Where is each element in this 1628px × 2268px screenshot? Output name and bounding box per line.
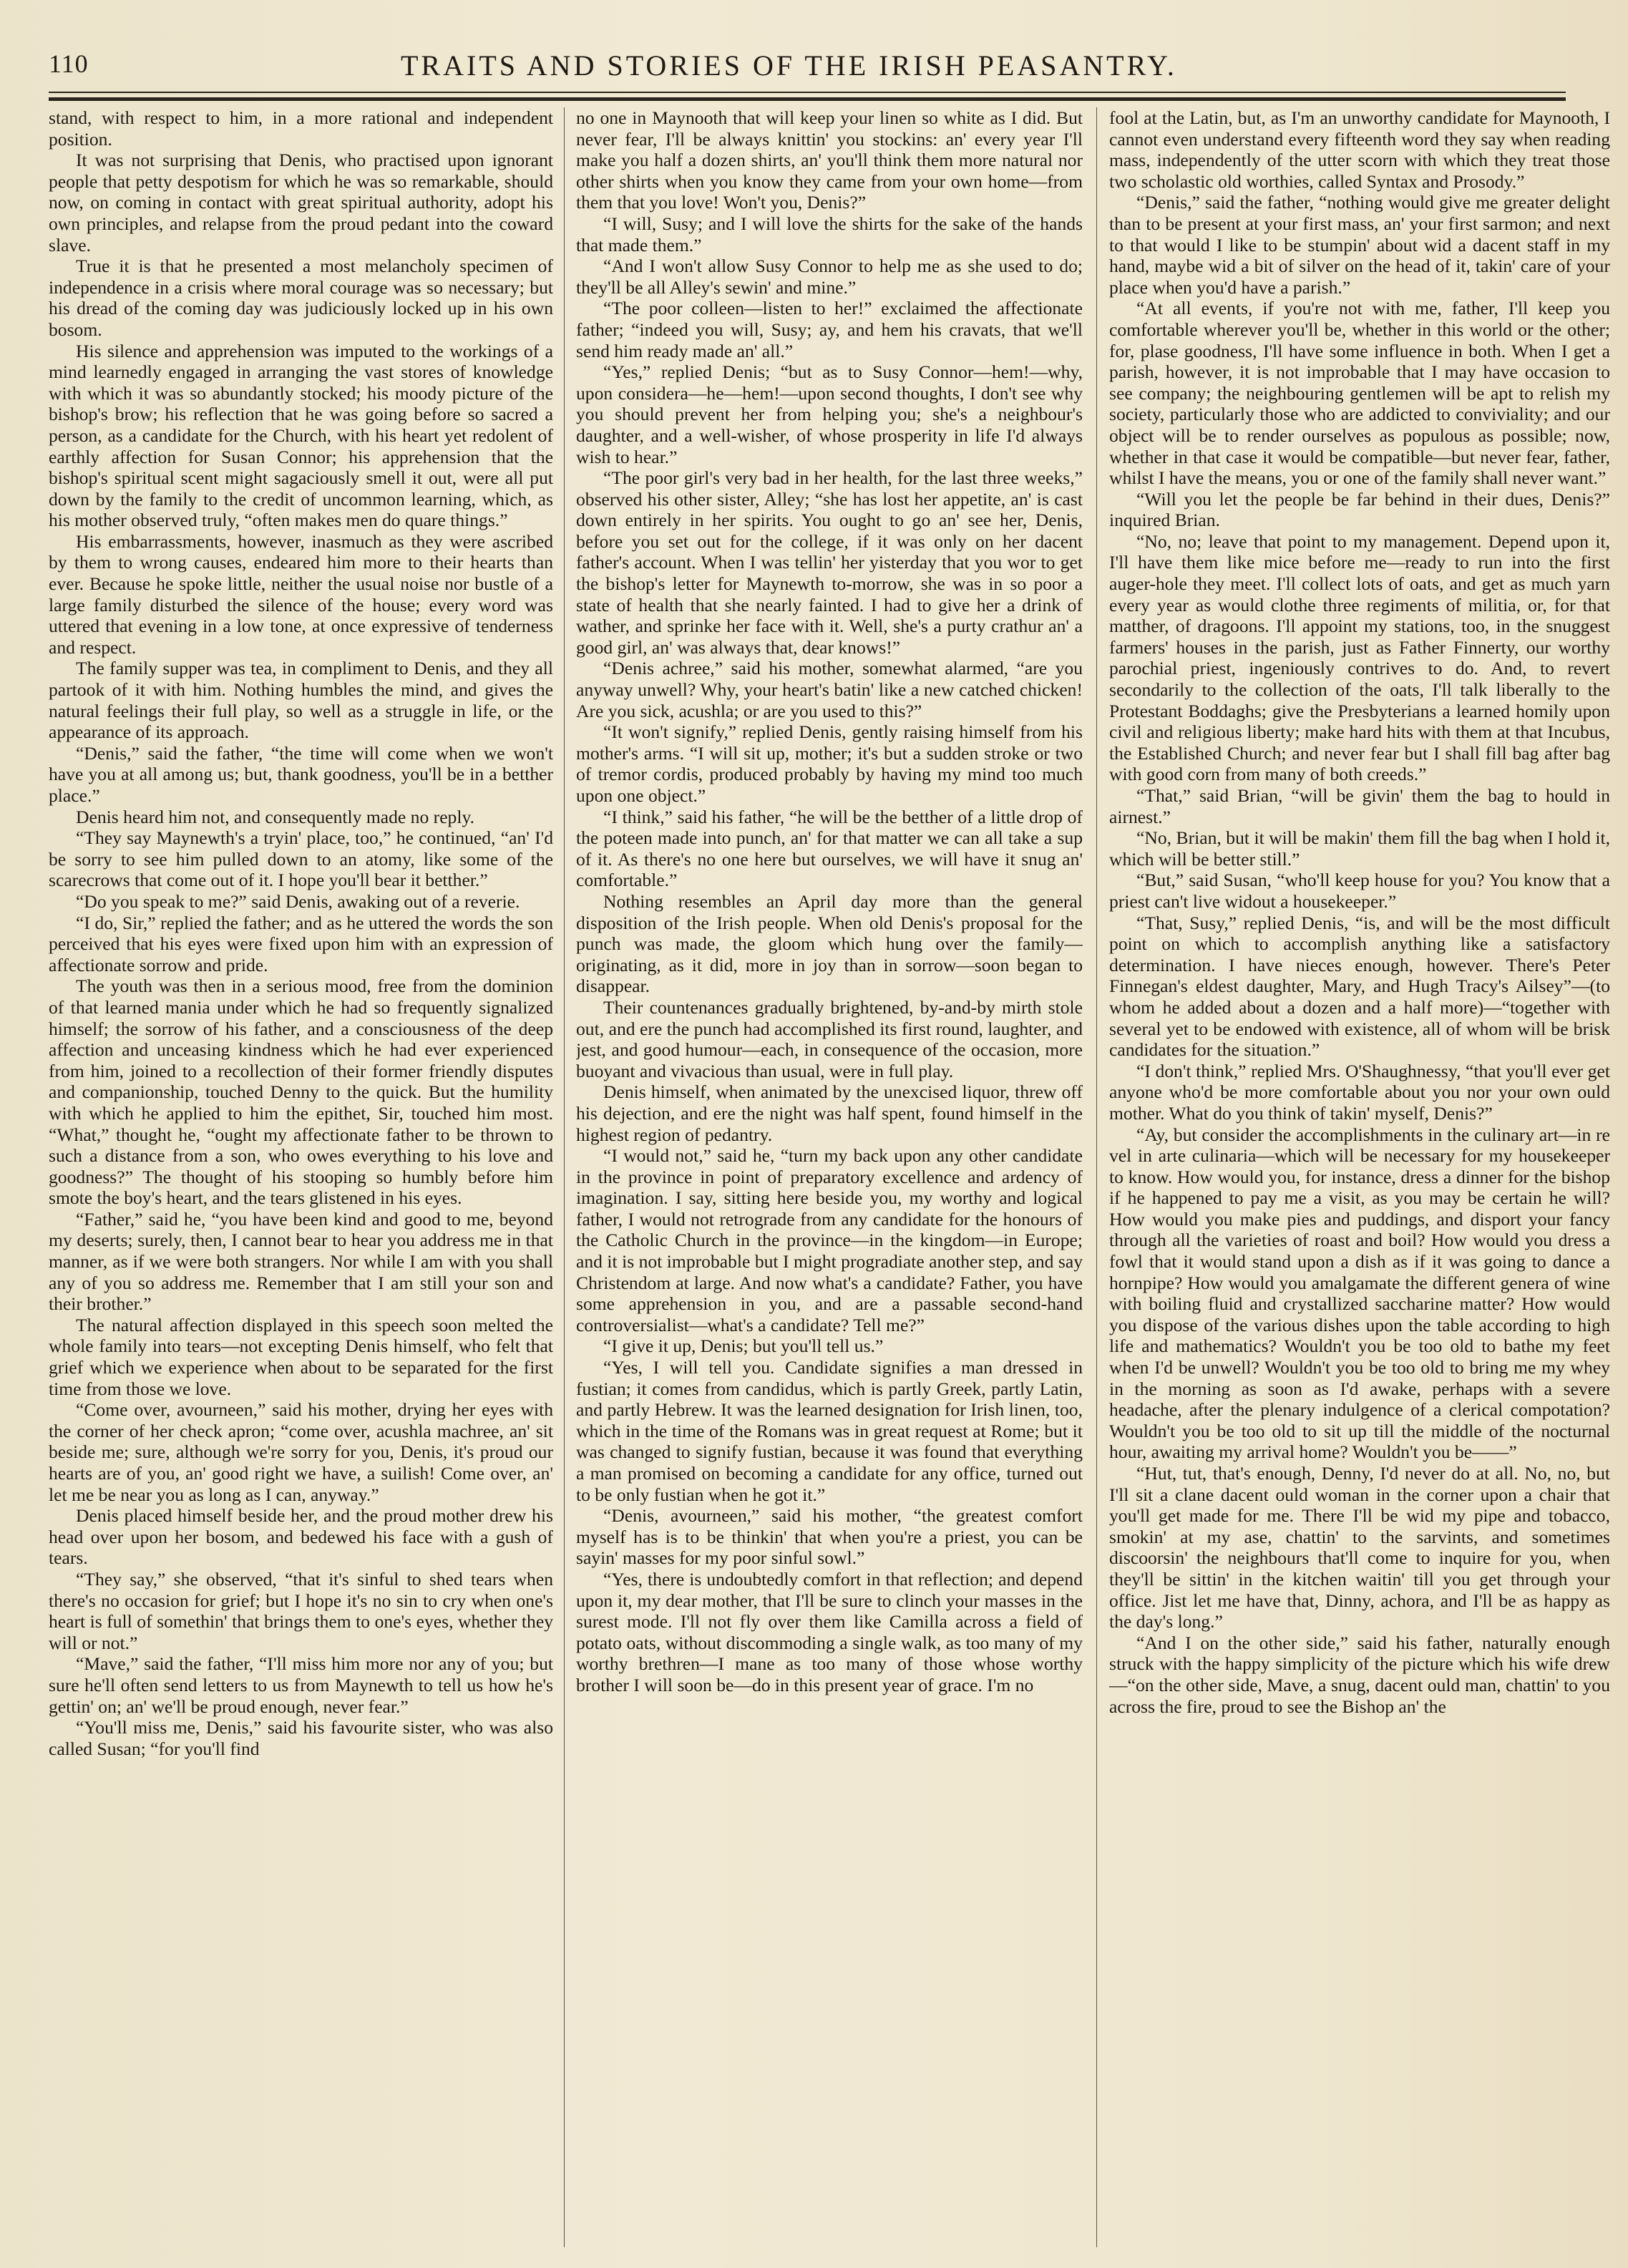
paragraph: “Do you speak to me?” said Denis, awaking out of a reverie. bbox=[76, 890, 520, 912]
paragraph: “I do, Sir,” replied the father; and as he uttered the words the son perceived that his eyes were fixed upon him with an expression of affectionate sorrow and pride. bbox=[49, 912, 553, 975]
paragraph: “Come over, avourneen,” said his mother, drying her eyes with the corner of her check apron; “come over, acushla machree, an' sit beside me; sure, although we're sorry for you, Denis, it's proud our hearts are of you, an' good right we have, a suilish! Come over, an' let me be near you as long as I can, anyway.” bbox=[49, 1399, 553, 1505]
text-column-1 bbox=[49, 107, 553, 2251]
paragraph: The natural affection displayed in this speech soon melted the whole family into tears—not excepting Denis himself, who felt that grief which we experience when about to be separated for the first time from those we love. bbox=[49, 1314, 553, 1399]
paragraph: “Denis achree,” said his mother, somewhat alarmed, “are you anyway unwell? Why, your heart's batin' like a new catched chicken! Are you sick, acushla; or are you used to this?” bbox=[576, 658, 1083, 721]
text-column-2 bbox=[576, 107, 1083, 2251]
paragraph: “Yes, I will tell you. Candidate signifies a man dressed in fustian; it comes from candidus, which is partly Greek, partly Latin, and partly Hebrew. It was the learned designation for Irish linen, too, which in the time of the Romans was in great request at Rome; but it was changed to signify fustian, because it was found that everything a man promised on becoming a candidate for any office, turned out to be only fustian when he got it.” bbox=[576, 1357, 1083, 1505]
paragraph: “Will you let the people be far behind in their dues, Denis?” inquired Brian. bbox=[1109, 488, 1610, 531]
paragraph: The family supper was tea, in compliment to Denis, and they all partook of it with him. Nothing humbles the mind, and gives the natural feelings their full play, so well as a struggle in life, or the appearance of its approach. bbox=[49, 658, 553, 743]
paragraph: “That, Susy,” replied Denis, “is, and will be the most difficult point on which to accomplish anything like a satisfactory determination. I have nieces enough, however. There's Peter Finnegan's eldest daughter, Mary, and Hugh Tracy's Ailsey”—(to whom he added about a dozen and a half more)—“together with several yet to be endowed with existence, all of whom will be brisk candidates for the situation.” bbox=[1109, 912, 1610, 1061]
paragraph: “Yes, there is undoubtedly comfort in that reflection; and depend upon it, my dear mother, that I'll be sure to clinch your masses in the surest mode. I'll not fly over them like Camilla across a field of potato oats, without discommoding a single walk, as too many of my worthy brethren—I mane as too many of those whose worthy brother I will soon be—do in this present year of grace. I'm no bbox=[576, 1568, 1083, 1695]
column-divider bbox=[1096, 107, 1097, 2247]
paragraph: “I don't think,” replied Mrs. O'Shaughnessy, “that you'll ever get anyone who'd be more comfortable about you nor your own ould mother. What do you think of takin' myself, Denis?” bbox=[1109, 1060, 1610, 1124]
paragraph: Their countenances gradually brightened, by-and-by mirth stole out, and ere the punch had accomplished its first round, laughter, and jest, and good humour—each, in consequence of the occasion, more buoyant and vivacious than usual, were in full play. bbox=[576, 996, 1083, 1081]
running-title: TRAITS AND STORIES OF THE IRISH PEASANTRY. bbox=[401, 49, 1177, 82]
paragraph: “Yes,” replied Denis; “but as to Susy Connor—hem!—why, upon considera—he—hem!—upon second thoughts, I don't see why you should prevent her from helping you; she's a neighbour's daughter, and a well-wisher, of whose prosperity in life I'd always wish to hear.” bbox=[576, 361, 1083, 467]
paragraph: Denis himself, when animated by the unexcised liquor, threw off his dejection, and ere the night was half spent, found himself in the highest region of pedantry. bbox=[576, 1081, 1083, 1145]
paragraph: “But,” said Susan, “who'll keep house for you? You know that a priest can't live widout a housekeeper.” bbox=[1109, 870, 1610, 912]
paragraph: “I would not,” said he, “turn my back upon any other candidate in the province in point of preparatory excellence and ardency of imagination. I say, sitting here beside you, my worthy and logical father, I would not retrograde from any candidate for the honours of the Catholic Church in the province—in the kingdom—in Europe; and it is not improbable but I might progradiate another step, and say Christendom at large. And now what's a candidate? Father, you have some apprehension in you, and are a passable second-hand controversialist—what's a candidate? Tell me?” bbox=[576, 1145, 1083, 1335]
paragraph: “They say,” she observed, “that it's sinful to shed tears when there's no occasion for grief; but I hope it's no sin to cry when one's heart is full of somethin' that brings them to one's eyes, whether they will or not.” bbox=[49, 1568, 553, 1653]
paragraph: “It won't signify,” replied Denis, gently raising himself from his mother's arms. “I will sit up, mother; it's but a sudden stroke or two of tremor cordis, produced probably by having my mind too much upon one object.” bbox=[576, 721, 1083, 806]
paragraph: “They say Maynewth's a tryin' place, too,” he continued, “an' I'd be sorry to see him pulled down to an atomy, like some of the scarecrows that come out of it. I hope you'll bear it betther.” bbox=[49, 827, 553, 891]
paragraph: “Mave,” said the father, “I'll miss him more nor any of you; but sure he'll often send letters to us from Maynewth to tell us how he's gettin' on; an' we'll be proud enough, never fear.” bbox=[49, 1653, 553, 1717]
page-number: 110 bbox=[49, 49, 89, 78]
paragraph: “I give it up, Denis; but you'll tell us.” bbox=[603, 1335, 884, 1357]
paragraph: “The poor girl's very bad in her health, for the last three weeks,” observed his other sister, Alley; “she has lost her appetite, an' is cast down entirely in her spirits. You ought to go an' see her, Denis, before you set out for the college, if it was only on her dacent father's account. When I was tellin' her yisterday that you wor to get the bishop's letter for Maynewth to-morrow, she was in so poor a state of health that she nearly fainted. I had to give her a drink of wather, and sprinke her face with it. Well, she's a purty crathur an' a good girl, an' was always that, dear knows!” bbox=[576, 467, 1083, 658]
paragraph: “No, no; leave that point to my management. Depend upon it, I'll have them like mice before me—ready to run into the first auger-hole they meet. I'll collect lots of oats, and get as much yarn every year as would clothe three regiments of militia, or, for that matther, of dragoons. I'll appoint my stations, too, in the snuggest farmers' houses in the parish, just as Father Finnerty, our worthy parochial priest, ingeniously contrives to do. And, to revert secondarily to the collection of the oats, I'll talk liberally to the Protestant Boddaghs; give the Presbyterians a learned homily upon civil and religious liberty; make hard hits with them at that Incubus, the Established Church; and never fear but I shall fill bag after bag with good corn from many of both creeds.” bbox=[1109, 530, 1610, 785]
paragraph: “At all events, if you're not with me, father, I'll keep you comfortable wherever you'll be, whether in this world or the other; for, plase goodness, I'll have some influence in both. When I get a parish, however, it is not improbable that I may have occasion to see company; the neighbouring gentlemen will be apt to relish my society, particularly those who are addicted to conviviality; and our object will be to render ourselves as populous as possible; now, whether in that case it would be compatible—but never fear, father, whilst I have the means, you or one of the family shall never want.” bbox=[1109, 298, 1610, 489]
paragraph: Denis placed himself beside her, and the proud mother drew his head over upon her bosom, and bedewed his face with a gush of tears. bbox=[49, 1505, 553, 1569]
paragraph: “And I on the other side,” said his father, naturally enough struck with the happy simplicity of the picture which his wife drew—“on the other side, Mave, a snug, dacent ould man, chattin' to you across the fire, proud to see the Bishop an' the bbox=[1109, 1632, 1610, 1717]
paragraph: “You'll miss me, Denis,” said his favourite sister, who was also called Susan; “for you'll find bbox=[49, 1717, 553, 1759]
paragraph: stand, with respect to him, in a more rational and independent position. bbox=[49, 107, 553, 150]
paragraph: “I think,” said his father, “he will be the betther of a little drop of the poteen made into punch, an' for that matter we can all take a sup of it. As there's no one here but ourselves, we will have it snug an' comfortable.” bbox=[576, 806, 1083, 891]
text-column-3 bbox=[1109, 107, 1610, 2251]
paragraph: “Denis, avourneen,” said his mother, “the greatest comfort myself has is to be thinkin' that when you're a priest, you can be sayin' masses for my poor sinful sowl.” bbox=[576, 1505, 1083, 1569]
header-rule-thin bbox=[49, 92, 1566, 93]
paragraph: “No, Brian, but it will be makin' them fill the bag when I hold it, which will be better still.” bbox=[1109, 827, 1610, 870]
paragraph: “Denis,” said the father, “nothing would give me greater delight than to be present at your first mass, an' your first sarmon; and next to that would I like to be stumpin' about wid a dacent staff in my hand, maybe wid a bit of silver on the head of it, takin' care of your place when you'd have a parish.” bbox=[1109, 192, 1610, 298]
paragraph: no one in Maynooth that will keep your linen so white as I did. But never fear, I'll be always knittin' you stockins: an' every year I'll make you half a dozen shirts, an' you'll think them more natural nor other shirts when you know they came from your own home—from them that you love! Won't you, Denis?” bbox=[576, 107, 1083, 213]
paragraph: “Hut, tut, that's enough, Denny, I'd never do at all. No, no, but I'll sit a clane dacent ould woman in the corner upon a chair that you'll get made for me. There I'll be wid my pipe and tobacco, smokin' at my ase, chattin' to the sarvints, and sometimes discoorsin' the neighbours that'll come to inquire for you, when they'll be sittin' in the kitchen waitin' till you get through your office. Jist let me have that, Dinny, achora, and I'll be as happy as the day's long.” bbox=[1109, 1463, 1610, 1632]
paragraph: “Denis,” said the father, “the time will come when we won't have you at all among us; but, thank goodness, you'll be in a betther place.” bbox=[49, 742, 553, 806]
column-divider bbox=[564, 107, 565, 2247]
paragraph: Denis heard him not, and consequently made no reply. bbox=[76, 806, 474, 827]
header-rule-thick bbox=[49, 97, 1566, 101]
paragraph: His embarrassments, however, inasmuch as they were ascribed by them to wrong causes, endeared him more to their hearts than ever. Because he spoke little, neither the usual noise nor bustle of a large family disturbed the silence of the house; every word was uttered that evening in a low tone, at once expressive of tenderness and respect. bbox=[49, 530, 553, 658]
paragraph: His silence and apprehension was imputed to the workings of a mind learnedly engaged in arranging the vast stores of knowledge with which it was so abundantly stocked; his moody picture of the bishop's brow; his reflection that he was going before so sacred a person, as a candidate for the Church, with his heart yet redolent of earthly affection for Susan Connor; his apprehension that the bishop's spiritual scent might sagaciously smell it out, were all put down by the family to the credit of uncommon learning, which, as his mother observed truly, “often makes men do quare things.” bbox=[49, 340, 553, 531]
paragraph: “That,” said Brian, “will be givin' them the bag to hould in airnest.” bbox=[1109, 785, 1610, 827]
paragraph: The youth was then in a serious mood, free from the dominion of that learned mania under which he had so frequently signalized himself; the sorrow of his father, and a consciousness of the deep affection and unceasing kindness which he had ever experienced from him, joined to a recollection of their former friendly disputes and companionship, touched Denny to the quick. But the humility with which he applied to him the epithet, Sir, touched him most. “What,” thought he, “ought my affectionate father to be thrown to such a distance from a son, who owes everything to his love and goodness?” The thought of his stooping so humbly before him smote the boy's heart, and the tears glistened in his eyes. bbox=[49, 975, 553, 1209]
paragraph: It was not surprising that Denis, who practised upon ignorant people that petty despotism for which he was so remarkable, should now, on coming in contact with great spiritual authority, adopt his own principles, and relapse from the proud pedant into the coward slave. bbox=[49, 150, 553, 255]
paragraph: fool at the Latin, but, as I'm an unworthy candidate for Maynooth, I cannot even understand every fifteenth word they say when reading mass, independently of the utter scorn with which they treat those two scholastic old worthies, called Syntax and Prosody.” bbox=[1109, 107, 1610, 192]
paragraph: “And I won't allow Susy Connor to help me as she used to do; they'll be all Alley's sewin' and mine.” bbox=[576, 255, 1083, 298]
paragraph: “I will, Susy; and I will love the shirts for the sake of the hands that made them.” bbox=[576, 213, 1083, 255]
paragraph: “The poor colleen—listen to her!” exclaimed the affectionate father; “indeed you will, Susy; ay, and hem his cravats, that we'll send him ready made an' all.” bbox=[576, 298, 1083, 361]
paragraph: “Ay, but consider the accomplishments in the culinary art—in re vel in arte culinaria—which will be necessary for my housekeeper to know. How would you, for instance, dress a dinner for the bishop if he happened to pay me a visit, as you may be certain he will? How would you make pies and puddings, and disport your fancy through all the varieties of roast and boil? How would you dress a fowl that it would stand upon a dish as if it was going to dance a hornpipe? How would you amalgamate the different genera of wine with boiling fluid and crystallized saccharine matter? How would you dispose of the various dishes upon the table according to high life and mathematics? Wouldn't you be too old to bathe my feet when I'd be unwell? Wouldn't you be too old to bring me my whey in the morning as soon as I'd awake, perhaps with a severe headache, after the plenary indulgence of a clerical compotation? Wouldn't you be too old to sit up till the middle of the nocturnal hour, awaiting my arrival home? Wouldn't you be——” bbox=[1109, 1124, 1610, 1463]
paragraph: Nothing resembles an April day more than the general disposition of the Irish people. When old Denis's proposal for the punch was made, the gloom which hung over the family—originating, as it did, more in joy than in sorrow—soon began to disappear. bbox=[576, 890, 1083, 997]
paragraph: True it is that he presented a most melancholy specimen of independence in a crisis where moral courage was so necessary; but his dread of the coming day was judiciously locked up in his own bosom. bbox=[49, 255, 553, 340]
paragraph: “Father,” said he, “you have been kind and good to me, beyond my deserts; surely, then, I cannot bear to hear you address me in that manner, as if we were both strangers. Nor while I am with you shall any of you so address me. Remember that I am still your son and their brother.” bbox=[49, 1208, 553, 1315]
